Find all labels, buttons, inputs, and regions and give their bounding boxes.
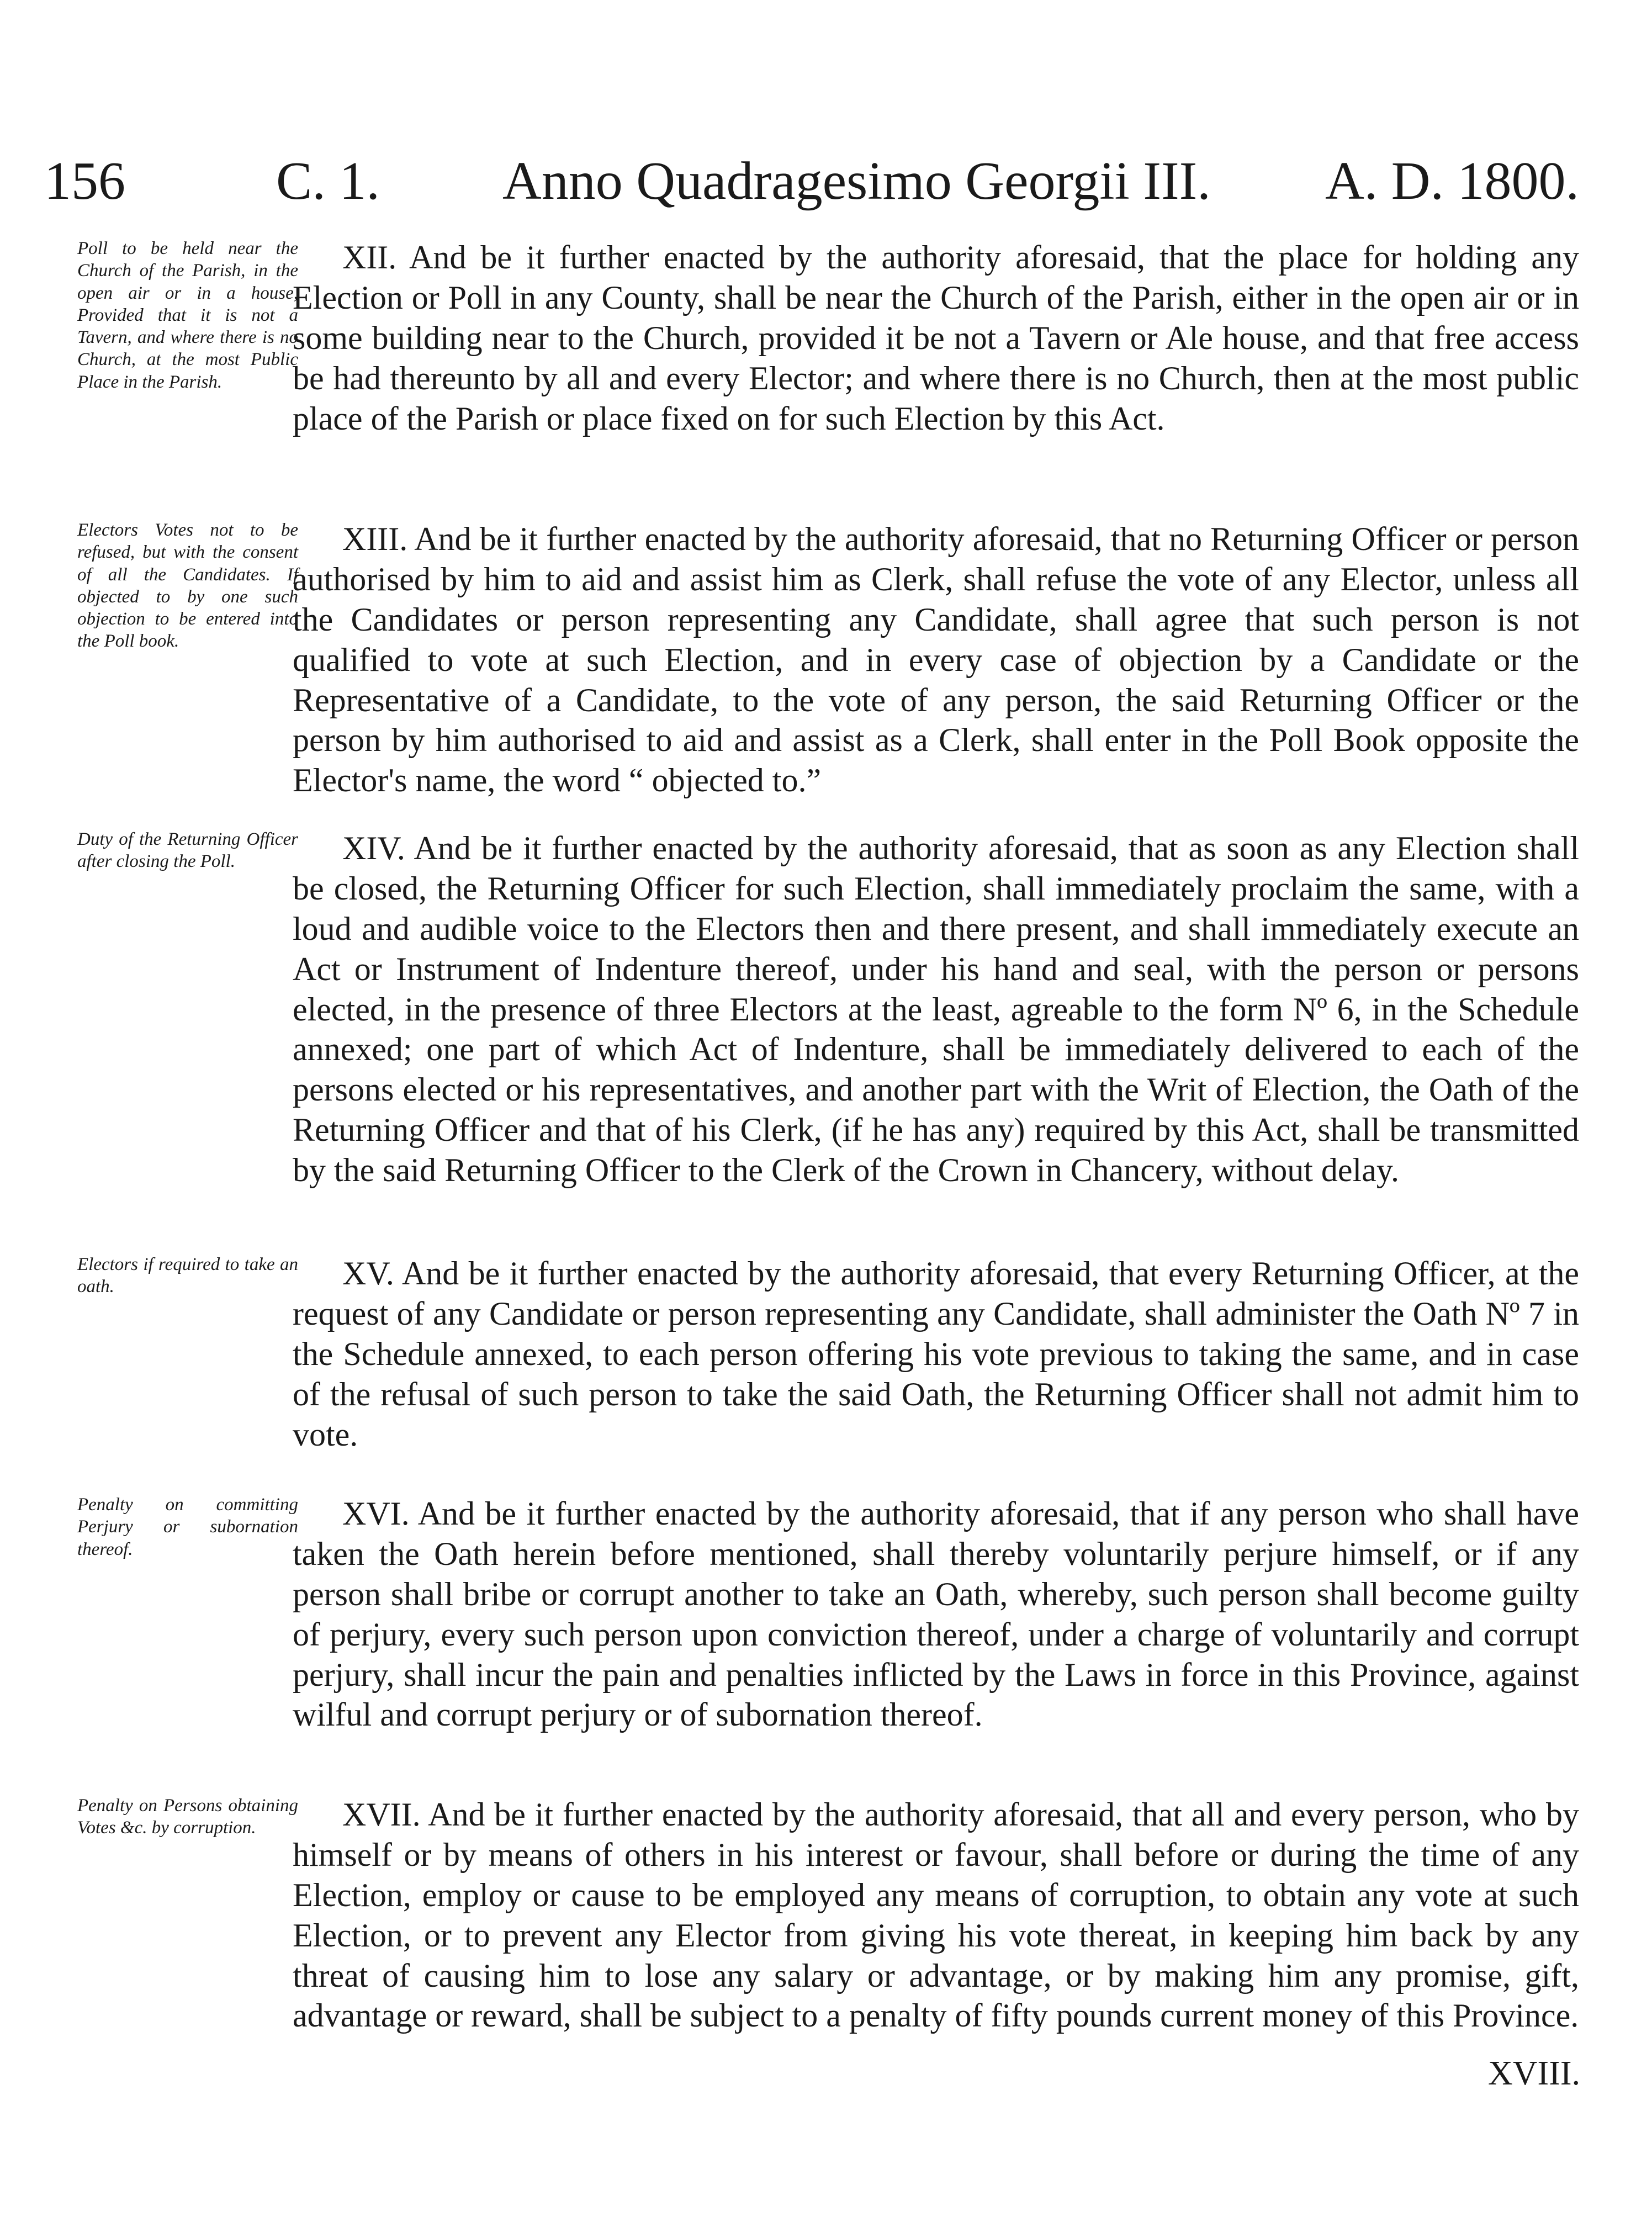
catchword: XVIII. bbox=[1488, 2055, 1580, 2092]
page-number: 156 bbox=[44, 151, 125, 211]
marginal-note: Electors if required to take an oath. bbox=[77, 1255, 298, 1297]
year-label: A. D. 1800. bbox=[1325, 151, 1579, 211]
marginal-note: Penalty on Persons obtaining Votes &c. by corruption. bbox=[77, 1796, 298, 1838]
running-title: Anno Quadragesimo Georgii III. bbox=[502, 151, 1211, 211]
chapter-number: C. 1. bbox=[276, 151, 380, 211]
section-text: XV. And be it further enacted by the authority aforesaid, that every Returning Officer, at the request of any Candidate or person representing any Candidate, shall administer the Oath Nº 7 in the Schedule annexed, to each person offering his vote previous to taking the same, and in case of the refusal of such person to take the said Oath, the Returning Officer shall not admit him to vote. bbox=[293, 1255, 1579, 1453]
section-text: XVII. And be it further enacted by the authority aforesaid, that all and every person, who by himself or by means of others in his interest or favour, shall before or during the time of any Election, employ or cause to be employed any means of corruption, to obtain any vote at such Election, or to prevent any Elector from giving his vote thereat, in keeping him back by any threat of causing him to lose any salary or advantage, or by making him any promise, gift, advantage or reward, shall be subject to a penalty of fifty pounds current money of this Province. bbox=[293, 1796, 1579, 2034]
section-text: XVI. And be it further enacted by the authority aforesaid, that if any person who shall have taken the Oath herein before mentioned, shall thereby voluntarily perjure himself, or if any person shall bribe or corrupt another to take an Oath, whereby, such person shall become guilty of perjury, every such person upon conviction thereof, under a charge of voluntarily and corrupt perjury, shall incur the pain and penalties inflicted by the Laws in force in this Province, against wilful and corrupt perjury or of subornation thereof. bbox=[293, 1495, 1579, 1733]
marginal-note: Duty of the Returning Officer after closing the Poll. bbox=[77, 829, 298, 872]
marginal-note: Poll to be held near the Church of the Parish, in the open air or in a house, Provided that it is not a Tavern, and where there is no Church, at the most Public Place in the Parish. bbox=[77, 239, 298, 392]
section-text: XIII. And be it further enacted by the authority aforesaid, that no Returning Officer or person authorised by him to aid and assist him as Clerk, shall refuse the vote of any Elector, unless all the Candidates or person representing any Candidate, shall agree that such person is not qualified to vote at such Election, and in every case of objection by a Candidate or the Representative of a Candidate, to the vote of any person, the said Returning Officer or the person by him authorised to aid and assist as a Clerk, shall enter in the Poll Book opposite the Elector's name, the word “ objected to.” bbox=[293, 521, 1579, 799]
section-text: XIV. And be it further enacted by the authority aforesaid, that as soon as any Election shall be closed, the Returning Officer for such Election, shall immediately proclaim the same, with a loud and audible voice to the Electors then and there present, and shall immediately execute an Act or Instrument of Indenture thereof, under his hand and seal, with the person or persons elected, in the presence of three Electors at the least, agreable to the form Nº 6, in the Schedule annexed; one part of which Act of Indenture, shall be immediately delivered to each of the persons elected or his representatives, and another part with the Writ of Election, the Oath of the Returning Officer and that of his Clerk, (if he has any) required by this Act, shall be transmitted by the said Returning Officer to the Clerk of the Crown in Chancery, without delay. bbox=[293, 830, 1579, 1189]
running-header bbox=[44, 149, 1579, 226]
section-text: XII. And be it further enacted by the authority aforesaid, that the place for holding any Election or Poll in any County, shall be near the Church of the Parish, either in the open air or in some building near to the Church, provided it be not a Tavern or Ale house, and that free access be had thereunto by all and every Elector; and where there is no Church, then at the most public place of the Parish or place fixed on for such Election by this Act. bbox=[293, 239, 1579, 437]
marginal-note: Penalty on committing Perjury or subornation thereof. bbox=[77, 1495, 298, 1559]
marginal-note: Electors Votes not to be refused, but with the consent of all the Candidates. If objected to by one such objection to be entered into the Poll book. bbox=[77, 520, 298, 652]
